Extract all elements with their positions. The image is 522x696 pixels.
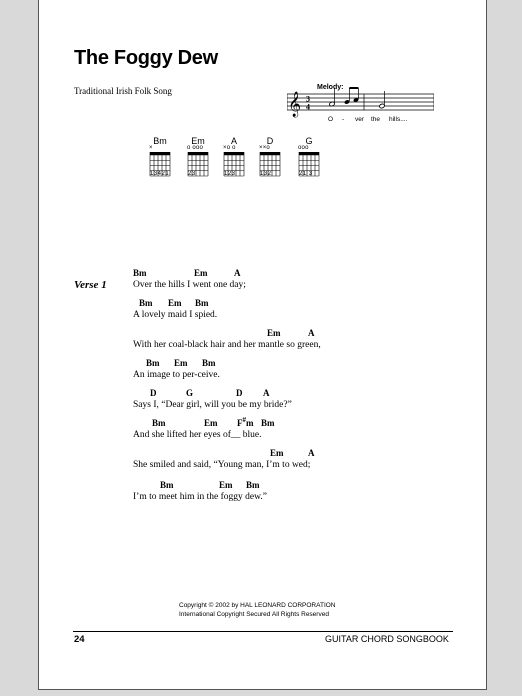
chord-diagram-name: A [230,136,237,146]
melody-lyric: the [371,116,381,123]
chord-symbol: A [308,328,315,338]
chord-grid [298,152,322,182]
chord-suffix: m [246,418,254,428]
chord-symbol: Bm [195,298,209,308]
chord-diagram-name: Em [191,136,205,146]
chord-fingering: 21 3 [299,171,313,177]
sharp-sign: # [242,416,246,424]
chord-diagram-name: D [266,136,274,146]
chord-fingering: 132 [260,171,272,177]
treble-clef-icon: 𝄞 [288,92,302,117]
chord-symbol: A [308,448,315,458]
chord-symbol: Em [168,298,182,308]
chord-symbol: Em [270,448,284,458]
chord-symbol: D [236,388,243,398]
chord-symbol: Em [267,328,281,338]
page-number: 24 [74,634,85,645]
chord-fingering: 13421 [150,171,170,177]
chord-symbol: Em [174,358,188,368]
lyric-line: A lovely maid I spied. [133,310,218,320]
chord-grid [187,152,211,182]
chord-symbol: Bm [133,268,147,278]
chord-symbol: A [234,268,241,278]
chord-symbol: Bm [146,358,160,368]
chord-symbol: Bm [139,298,153,308]
lyric-line: Over the hills I went one day; [133,280,246,290]
chord-string-markers: o ooo [187,145,204,151]
melody-lyric: - [342,116,345,123]
book-title: GUITAR CHORD SONGBOOK [325,634,449,644]
chord-symbol: Bm [261,418,275,428]
lyric-line: Says I, “Dear girl, will you be my bride?” [133,400,292,410]
lyric-line: She smiled and said, “Young man, I’m to wed; [133,460,311,470]
verse-label: Verse 1 [74,279,107,291]
chord-symbol: Em [194,268,208,278]
songbook-page [38,0,487,690]
chord-symbol: A [263,388,270,398]
melody-lyric: hills.... [389,116,408,123]
lyric-line: An image to per-ceive. [133,370,220,380]
chord-string-markers: ×o o [223,145,236,151]
chord-grid [223,152,247,182]
chord-fingering: 23 [188,171,196,177]
chord-symbol: G [186,388,194,398]
chord-symbol: Em [219,480,233,490]
melody-lyric: O [328,116,334,123]
copyright-line-1: Copyright © 2002 by HAL LEONARD CORPORATION [179,602,336,609]
chord-symbol: Em [204,418,218,428]
chord-symbol: Bm [152,418,166,428]
time-signature-top: 3 [306,94,310,104]
chord-string-markers: ooo [298,145,309,151]
time-signature-bottom: 4 [306,102,310,112]
lyric-line: With her coal-black hair and her mantle so green, [133,340,321,350]
chord-grid [149,152,173,182]
chord-symbol: Bm [202,358,216,368]
lyric-line: And she lifted her eyes of__ blue. [133,430,262,440]
melody-lyric: ver [355,116,365,123]
chord-diagram-name: Bm [153,136,167,146]
chord-diagram-name: G [305,136,313,146]
song-title: The Foggy Dew [74,47,218,69]
melody-label: Melody: [317,84,344,91]
chord-symbol: F#m [237,416,254,428]
chord-string-markers: ××o [259,145,270,151]
lyric-line: I’m to meet him in the foggy dew.” [133,492,267,502]
chord-string-markers: × [149,145,153,151]
chord-fingering: 123 [224,171,236,177]
song-subtitle: Traditional Irish Folk Song [74,86,172,96]
copyright-line-2: International Copyright Secured All Rights Reserved [179,611,329,618]
chord-symbol: Bm [160,480,174,490]
footer-rule [73,631,453,632]
chord-grid [259,152,283,182]
chord-symbol: Bm [246,480,260,490]
chord-symbol: D [150,388,157,398]
